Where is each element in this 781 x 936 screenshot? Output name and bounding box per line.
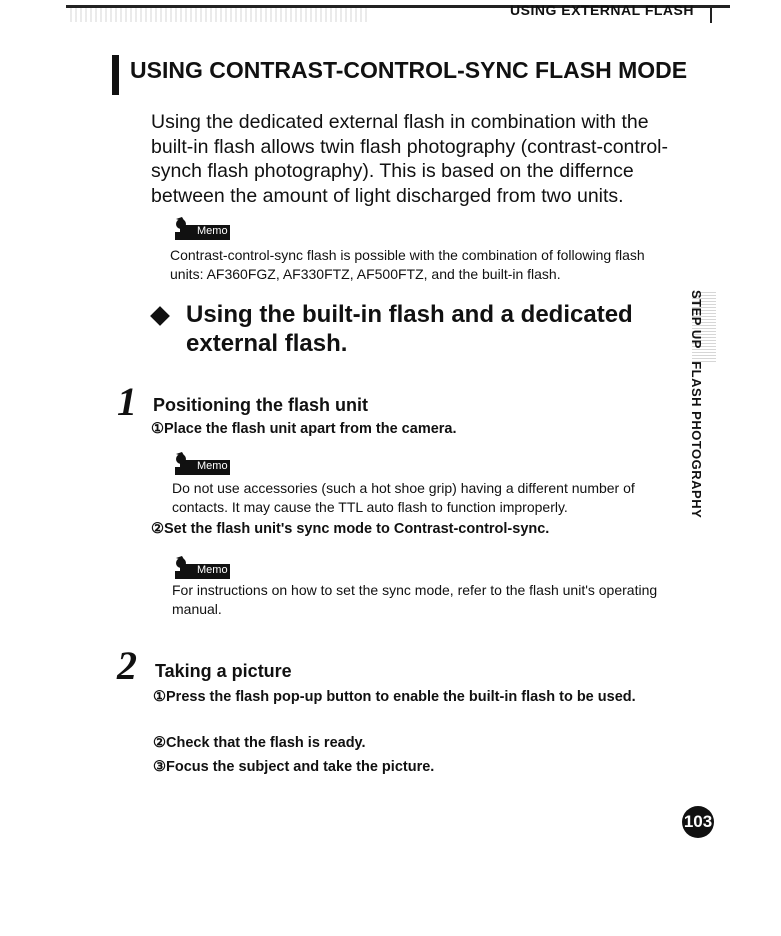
memo-icon: Memo [172,451,232,482]
page-title: USING CONTRAST-CONTROL-SYNC FLASH MODE [130,57,688,83]
step-title: Positioning the flash unit [153,395,368,415]
step-instruction: ③Focus the subject and take the picture. [153,759,435,775]
step-title: Taking a picture [155,661,292,681]
diamond-bullet-icon [150,306,170,326]
intro-paragraph: Using the dedicated external flash in combination with the built-in flash allows twin flash photography (contrast-control-synch flash photography). This is based on the differnce between the amount of light discharged from two units. [151,111,668,207]
memo-text: Contrast-control-sync flash is possible with the combination of following flash units: AF360FGZ, AF330FTZ, AF500FTZ, and the built-in flash. [170,247,645,282]
header-tick [710,5,712,23]
side-tab [688,290,720,519]
step-instruction: ②Set the flash unit's sync mode to Contrast-control-sync. [151,521,550,537]
side-tab-label [689,290,704,518]
header-texture [70,8,370,22]
step-number: 2 [117,643,137,688]
step-instruction: ①Place the flash unit apart from the camera. [151,421,457,437]
step-instruction: ②Check that the flash is ready. [153,735,366,751]
subsection-title: Using the built-in flash and a dedicated external flash. [186,301,633,357]
step-instruction: ①Press the flash pop-up button to enable the built-in flash to be used. [153,689,636,705]
memo-text: For instructions on how to set the sync mode, refer to the flash unit's operating manual. [172,582,658,617]
page-number: 103 [682,806,714,838]
memo-icon: Memo [172,555,232,586]
side-tab-chapter: STEP UP [689,290,704,349]
step-number: 1 [117,379,137,424]
running-header: USING EXTERNAL FLASH [510,2,694,18]
memo-icon: Memo [172,216,232,247]
title-bar [112,55,119,95]
memo-text: Do not use accessories (such a hot shoe grip) having a different number of contacts. It may cause the TTL auto flash to function improperly. [172,480,635,515]
side-tab-topic: FLASH PHOTOGRAPHY [689,361,704,519]
